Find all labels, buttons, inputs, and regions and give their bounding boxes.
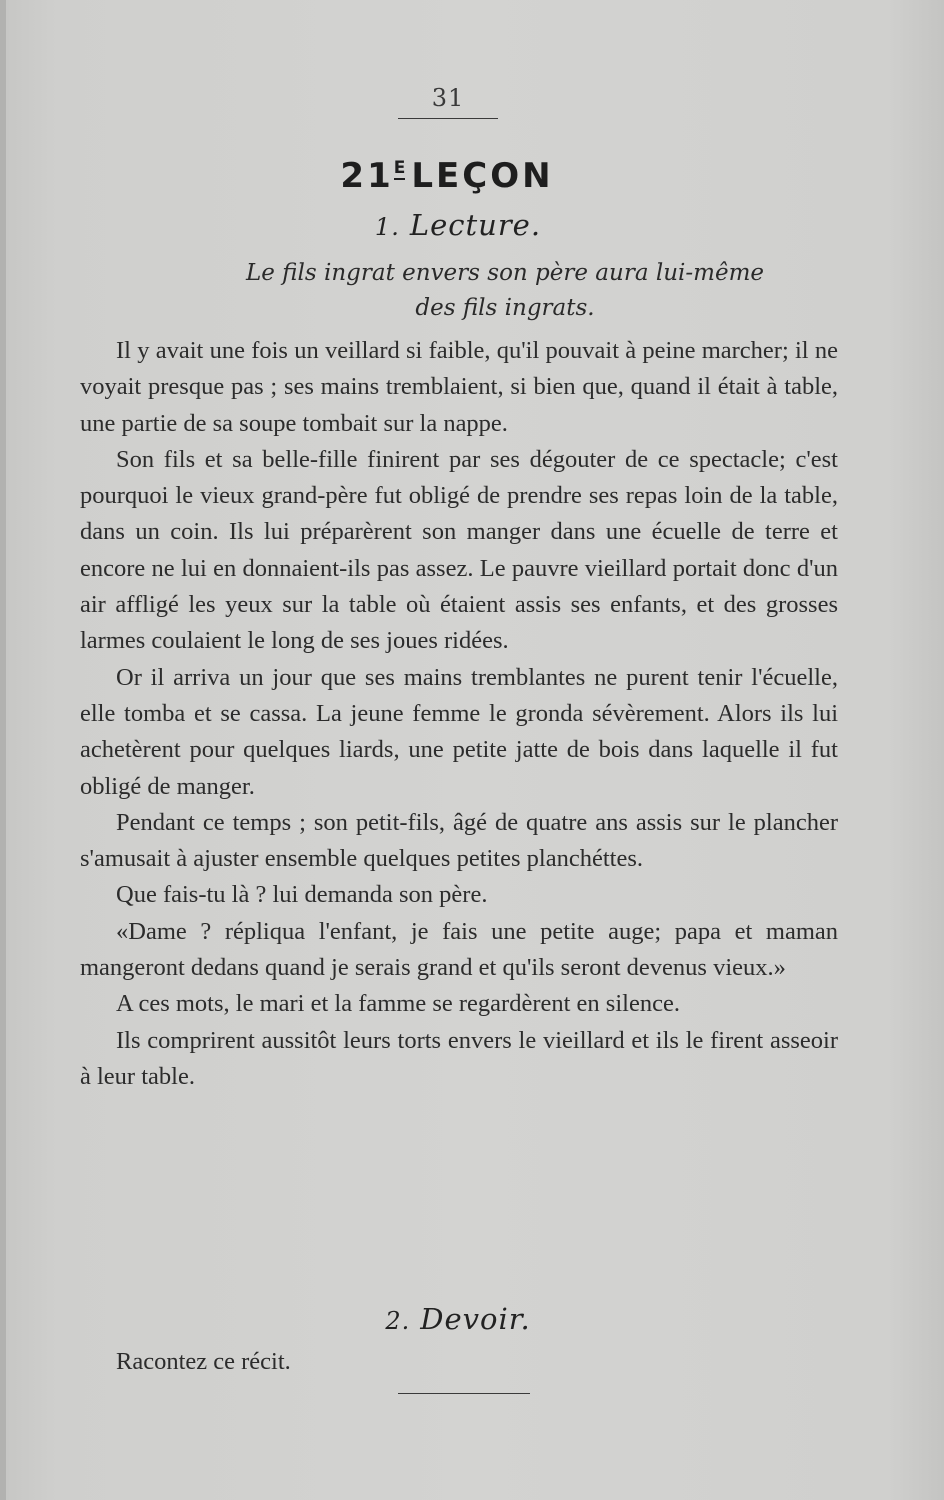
reading-heading-text: Lecture. [409,208,542,242]
lesson-number: 21 [340,156,394,196]
homework-task: Racontez ce récit. [116,1348,291,1375]
paragraph: Ils comprirent aussitôt leurs torts envers le vieillard et ils le firent asseoir à leur table. [80,1026,838,1090]
page-number: 31 [431,84,465,112]
proverb-line-2: des fils ingrats. [415,295,595,321]
reading-heading [0,208,916,242]
paragraph: A ces mots, le mari et la famme se regardèrent en silence. [116,990,680,1018]
homework-heading-text: Devoir. [420,1302,531,1336]
paragraph: Pendant ce temps ; son petit-fils, âgé de quatre ans assis sur le plancher s'amusait à ajuster ensemble quelques petites planchéttes. [80,808,838,873]
bottom-divider [398,1393,530,1394]
reading-text [80,333,838,1095]
paragraph: Son fils et sa belle-fille finirent par ses dégouter de ce spectacle; c'est pourquoi le vieux grand-père fut obligé de prendre ses repas loin de la table, dans un coin. Ils lui préparèrent son manger dans une écuelle de terre et encore ne lui en donnaient-ils pas assez. Le pauvre vieillard portait donc d'un air affligé les yeux sur la table où étaient assis ses enfants, et des grosses larmes coulaient le long de ses joues ridées. [80,445,838,655]
paragraph: Il y avait une fois un veillard si faible, qu'il pouvait à peine marcher; il ne voyait presque pas ; ses mains tremblaient, si bien que, quand il était à table, une partie de sa soupe tombait sur la nappe. [80,337,838,437]
paragraph: «Dame ? répliqua l'enfant, je fais une petite auge; papa et maman mangeront dedans quand je serais grand et qu'ils seront devenus vieux.» [80,917,838,982]
homework-heading [0,1302,916,1336]
lesson-number-suffix: E [393,158,406,178]
lesson-title [0,156,894,196]
paragraph: Que fais-tu là ? lui demanda son père. [116,881,488,909]
reading-number: 1. [374,213,400,241]
homework-number: 2. [385,1307,411,1335]
lesson-title-text: LEÇON [411,156,554,196]
top-divider [398,118,498,119]
proverb-line-1: Le fils ingrat envers son père aura lui-même [245,260,764,286]
paragraph: Or il arriva un jour que ses mains tremblantes ne purent tenir l'écuelle, elle tomba et se cassa. La jeune femme le gronda sévèrement. Alors ils lui achetèrent pour quelques liards, une petite jatte de bois dans laquelle il fut obligé de manger. [80,663,838,800]
proverb [0,256,944,326]
